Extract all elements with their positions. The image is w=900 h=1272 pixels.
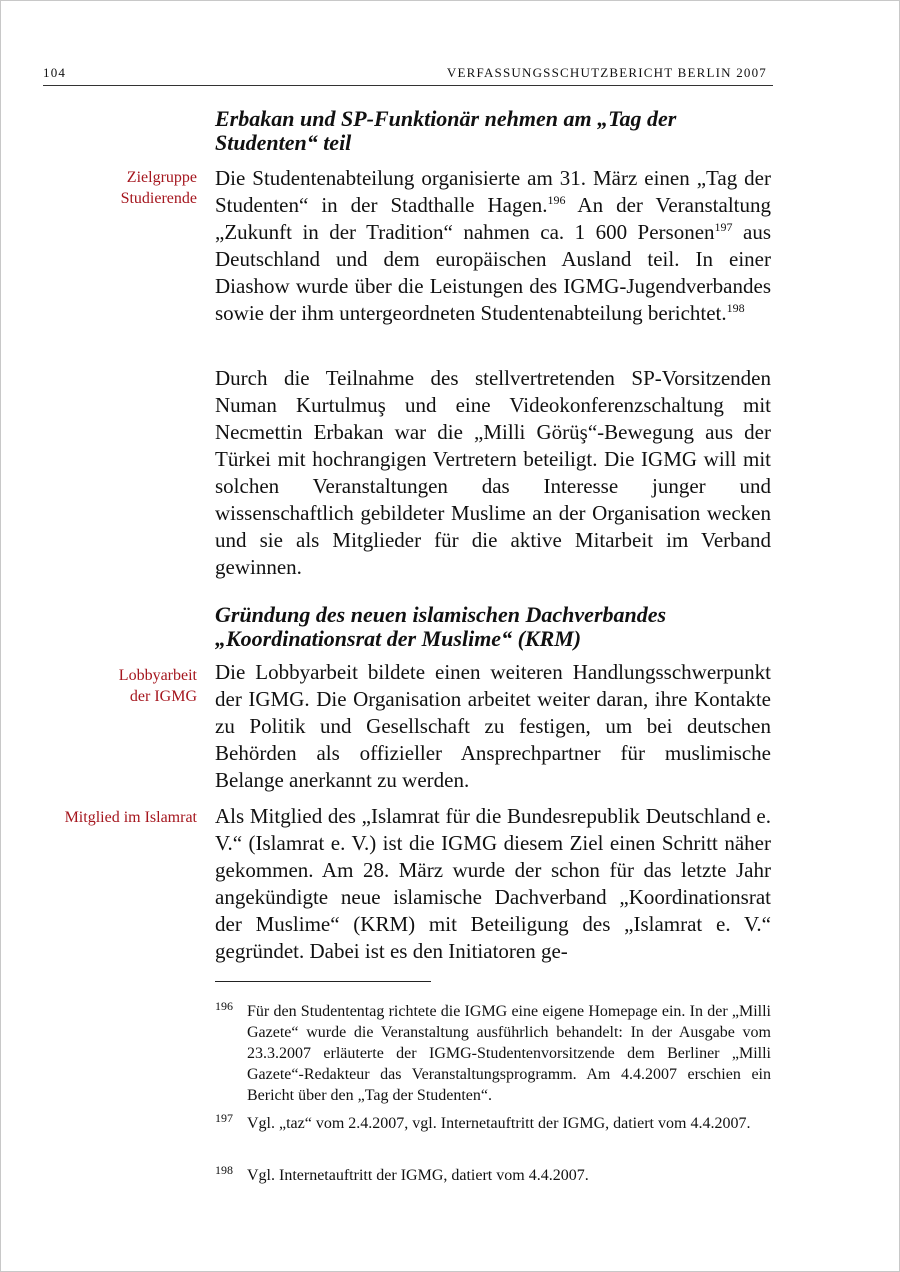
margin-note-line: Studierende [120, 190, 197, 207]
margin-note-line: Zielgruppe [126, 169, 197, 186]
margin-note-lobbyarbeit [31, 665, 197, 707]
footnote-text: Für den Studententag richtete die IGMG eine eigene Homepage ein. In der „Milli Gazete“ wurde die Veranstaltung ausführlich behandelt: In der Ausgabe vom 23.3.2007 erläuterte der IGMG-Studentenvorsitzende dem Berliner „Milli Gazete“-Redakteur das Veranstaltungsprogramm. Am 4.4.2007 erschien ein Bericht über den „Tag der Studenten“. [247, 1003, 771, 1104]
paragraph-erbakan: Durch die Teilnahme des stellvertretenden SP-Vorsitzenden Numan Kurtulmuş und eine Videokonferenzschaltung mit Necmettin Erbakan war die „Milli Görüş“-Bewegung aus der Türkei mit hochrangigen Vertretern beteiligt. Die IGMG will mit solchen Veranstaltungen das Interesse junger und wissenschaftlich gebildeter Muslime an der Organisation wecken und sie als Mitglieder für die aktive Mitarbeit im Verband gewinnen. [215, 366, 771, 579]
page-number: 104 [43, 65, 67, 80]
footnote-196 [215, 1001, 771, 1106]
footnote-number: 196 [215, 999, 233, 1013]
running-header [43, 65, 773, 86]
footnote-197 [215, 1113, 771, 1134]
section-heading-krm [215, 603, 771, 651]
paragraph-studententag [215, 165, 771, 327]
section-heading-line: „Koordinationsrat der Muslime“ (KRM) [215, 626, 582, 651]
footnote-ref-198[interactable]: 198 [726, 301, 745, 315]
footnote-text: Vgl. „taz“ vom 2.4.2007, vgl. Internetauftritt der IGMG, datiert vom 4.4.2007. [247, 1115, 751, 1132]
paragraph-text: Die Studentenabteilung organisierte am 31. März einen „Tag der Studenten“ in der Stadthalle Hagen. [215, 166, 771, 217]
footnote-ref-197[interactable]: 197 [714, 220, 733, 234]
footnote-ref-196[interactable]: 196 [547, 193, 566, 207]
footnote-text: Vgl. Internetauftritt der IGMG, datiert vom 4.4.2007. [247, 1167, 589, 1184]
paragraph-text: aus Deutschland und dem europäischen Ausland teil. In einer Diashow wurde über die Leistungen des IGMG-Jugendverbandes sowie der ihm untergeordneten Studentenabteilung berichtet. [215, 220, 772, 325]
footnote-number: 198 [215, 1163, 233, 1177]
paragraph-islamrat: Als Mitglied des „Islamrat für die Bundesrepublik Deutschland e. V.“ (Islamrat e. V.) ist die IGMG diesem Ziel einen Schritt näher gekommen. Am 28. März wurde der schon für das letzte Jahr angekündigte neue islamische Dachverband „Koordinationsrat der Muslime“ (KRM) mit Beteiligung des „Islamrat e. V.“ gegründet. Dabei ist es den Initiatoren ge- [215, 804, 771, 963]
margin-note-islamrat [31, 807, 197, 828]
margin-note-line: der IGMG [129, 688, 197, 705]
footnote-number: 197 [215, 1111, 233, 1125]
section-heading-line: Gründung des neuen islamischen Dachverbandes [215, 602, 667, 627]
margin-note-line: Lobbyarbeit [118, 667, 197, 684]
footnote-198 [215, 1165, 771, 1186]
section-heading-studententag: Erbakan und SP-Funktionär nehmen am „Tag der Studenten“ teil [215, 106, 677, 155]
paragraph-text: An der Veranstaltung „Zukunft in der Tradition“ nahmen ca. 1 600 Personen [215, 193, 771, 244]
margin-note-zielgruppe [31, 167, 197, 209]
running-title: VERFASSUNGSSCHUTZBERICHT BERLIN 2007 [446, 65, 767, 80]
footnote-separator [215, 981, 431, 982]
paragraph-lobbyarbeit: Die Lobbyarbeit bildete einen weiteren Handlungsschwerpunkt der IGMG. Die Organisation arbeitet weiter daran, ihre Kontakte zu Politik und Gesellschaft zu festigen, um bei deutschen Behörden als offizieller Ansprechpartner für muslimische Belange anerkannt zu werden. [215, 660, 771, 792]
margin-note-line: Mitglied im Islamrat [64, 809, 197, 826]
